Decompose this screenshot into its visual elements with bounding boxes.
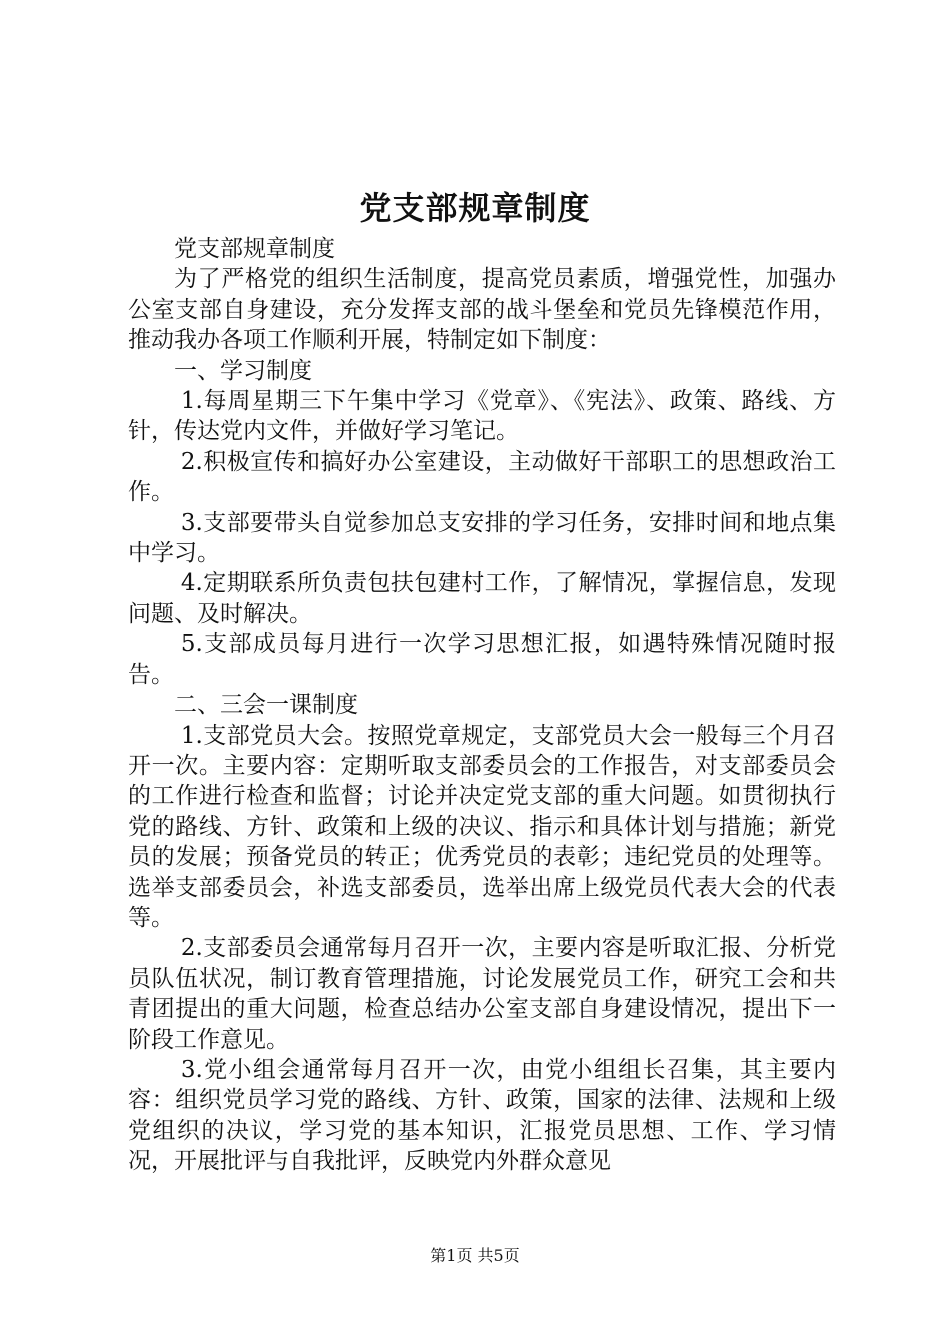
list-item: 3.党小组会通常每月召开一次，由党小组组长召集，其主要内容：组织党员学习党的路线、方针、政策，国家的法律、法规和上级党组织的决议，学习党的基本知识，汇报党员思想、工作、学习情况，开展批评与自我批评，反映党内外群众意见	[128, 1056, 836, 1175]
page-title: 党支部规章制度	[359, 189, 591, 227]
section-heading-meetings: 二、三会一课制度	[174, 692, 358, 719]
page-footer: 第1页 共5页	[430, 1246, 520, 1265]
section-heading-study: 一、学习制度	[174, 357, 312, 384]
list-item: 3.支部要带头自觉参加总支安排的学习任务，安排时间和地点集中学习。	[128, 509, 836, 567]
list-item: 1.支部党员大会。按照党章规定，支部党员大会一般每三个月召开一次。主要内容：定期听取支部委员会的工作报告，对支部委员会的工作进行检查和监督；讨论并决定党支部的重大问题。如贯彻执行党的路线、方针、政策和上级的决议、指示和具体计划与措施；新党员的发展；预备党员的转正；优秀党员的表彰；违纪党员的处理等。选举支部委员会，补选支部委员，选举出席上级党员代表大会的代表等。	[128, 722, 836, 931]
paragraph-intro: 为了严格党的组织生活制度，提高党员素质，增强党性，加强办公室支部自身建设，充分发挥支部的战斗堡垒和党员先锋模范作用，推动我办各项工作顺利开展，特制定如下制度：	[128, 266, 836, 354]
paragraph-subtitle: 党支部规章制度	[174, 236, 335, 262]
list-item: 2.支部委员会通常每月召开一次，主要内容是听取汇报、分析党员队伍状况，制订教育管理措施，讨论发展党员工作，研究工会和共青团提出的重大问题，检查总结办公室支部自身建设情况，提出下一阶段工作意见。	[128, 935, 836, 1053]
list-item: 5.支部成员每月进行一次学习思想汇报，如遇特殊情况随时报告。	[128, 631, 836, 688]
list-item: 1.每周星期三下午集中学习《党章》、《宪法》、政策、路线、方针，传达党内文件，并做好学习笔记。	[128, 388, 836, 445]
list-item: 4.定期联系所负责包扶包建村工作，了解情况，掌握信息，发现问题、及时解决。	[128, 570, 836, 627]
document-body	[128, 234, 836, 1177]
list-item: 2.积极宣传和搞好办公室建设，主动做好干部职工的思想政治工作。	[128, 448, 836, 506]
